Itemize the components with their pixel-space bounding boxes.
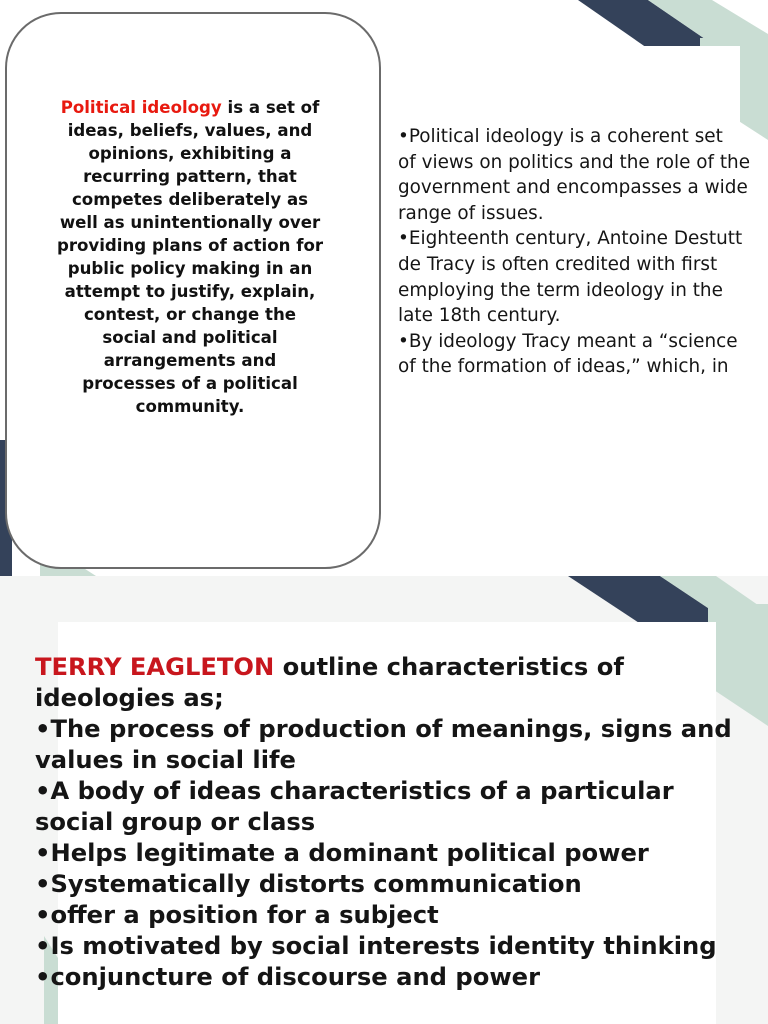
- bullet-line: late 18th century.: [398, 305, 561, 327]
- characteristic-item: •The process of production of meanings, signs and values in social life: [35, 715, 732, 774]
- bullet-line: range of issues.: [398, 202, 544, 224]
- characteristic-item: •conjuncture of discourse and power: [35, 963, 541, 991]
- characteristic-item: •Systematically distorts communication: [35, 870, 582, 898]
- bullet-line: employing the term ideology in the: [398, 279, 723, 301]
- definition-term: Political ideology: [60, 98, 222, 117]
- characteristic-item: •offer a position for a subject: [35, 901, 439, 929]
- characteristic-item: •Is motivated by social interests identity thinking: [35, 932, 717, 960]
- bullet-line: de Tracy is often credited with first: [398, 253, 718, 275]
- bullet-line: government and encompasses a wide: [398, 177, 748, 199]
- characteristics-text: [35, 652, 735, 993]
- bullet-line: •By ideology Tracy meant a “science: [398, 330, 738, 352]
- characteristic-item: •A body of ideas characteristics of a particular social group or class: [35, 777, 674, 836]
- bullet-line: of the formation of ideas,” which, in: [398, 356, 729, 378]
- bullet-line: •Political ideology is a coherent set: [398, 126, 723, 147]
- heading-rest: outline characteristics of ideologies as;: [35, 653, 624, 712]
- bullet-list: [398, 124, 760, 380]
- definition-body: is a set of ideas, beliefs, values, and opinions, exhibiting a recurring pattern, that competes deliberately as well as unintentionally over providing plans of action for public policy making in an attempt to justify, explain, contest, or change the social and political arrangements and processes of a political community.: [56, 98, 324, 416]
- bullet-line: of views on politics and the role of the: [398, 151, 751, 173]
- definition-text: [56, 96, 324, 418]
- characteristic-item: •Helps legitimate a dominant political power: [35, 839, 649, 867]
- slide-2: [0, 576, 768, 1024]
- author-name: TERRY EAGLETON: [35, 653, 275, 681]
- characteristics-heading: [35, 652, 735, 714]
- bullet-line: •Eighteenth century, Antoine Destutt: [398, 228, 743, 250]
